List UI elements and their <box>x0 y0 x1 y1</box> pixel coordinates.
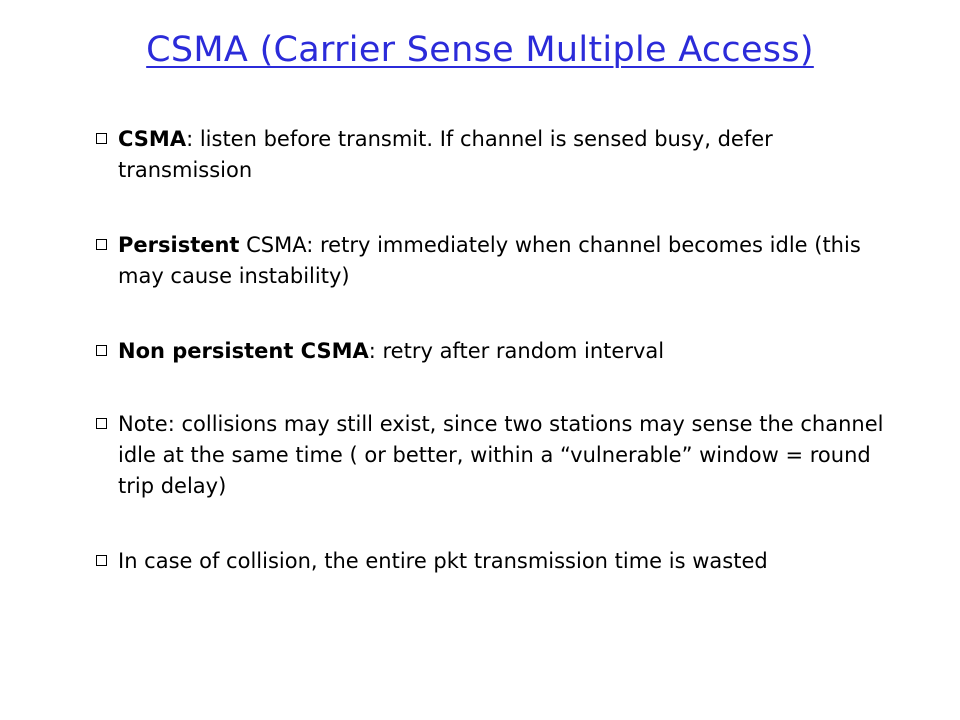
bullet-text: : listen before transmit. If channel is sensed busy, defer transmission <box>118 127 773 182</box>
square-bullet-icon <box>96 418 107 429</box>
square-bullet-icon <box>96 239 107 250</box>
bullet-bold-term: Non persistent CSMA <box>118 339 369 363</box>
bullet-list <box>96 124 886 621</box>
bullet-item-persistent <box>96 230 886 292</box>
bullet-bold-term: Persistent <box>118 233 240 257</box>
bullet-item-csma <box>96 124 886 186</box>
bullet-item-non-persistent <box>96 336 886 367</box>
slide-title: CSMA (Carrier Sense Multiple Access) <box>146 30 814 70</box>
bullet-item-note <box>96 409 886 502</box>
square-bullet-icon <box>96 133 107 144</box>
bullet-item-collision <box>96 546 886 577</box>
bullet-bold-term: CSMA <box>118 127 187 151</box>
square-bullet-icon <box>96 345 107 356</box>
bullet-text: CSMA: retry immediately when channel becomes idle (this may cause instability) <box>118 233 861 288</box>
bullet-text: Note: collisions may still exist, since two stations may sense the channel idle at the same time ( or better, within a “vulnerable” window = round trip delay) <box>118 412 884 498</box>
bullet-text: In case of collision, the entire pkt transmission time is wasted <box>118 549 768 573</box>
bullet-text: : retry after random interval <box>368 339 665 363</box>
square-bullet-icon <box>96 555 107 566</box>
